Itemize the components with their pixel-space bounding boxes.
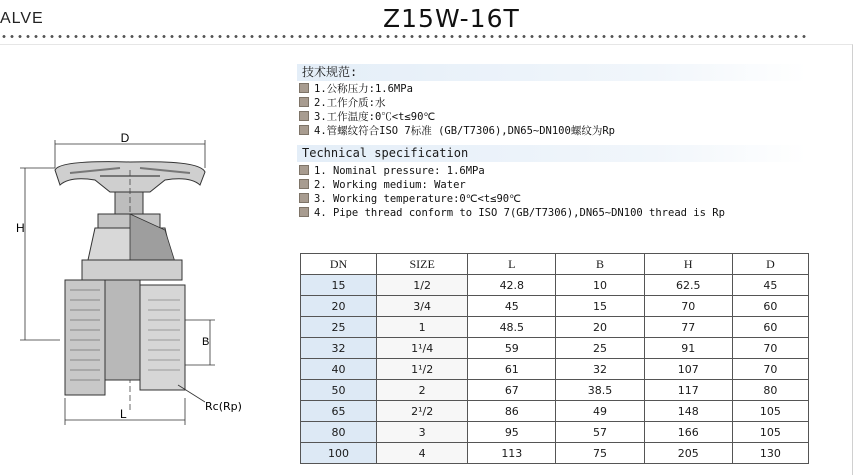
label-d: D: [120, 131, 130, 145]
cell: 70: [732, 359, 808, 380]
table-row: [301, 275, 809, 296]
cell: 38.5: [556, 380, 644, 401]
cell: 40: [301, 359, 377, 380]
cell: 49: [556, 401, 644, 422]
label-b: B: [202, 336, 210, 348]
model-title: Z15W-16T: [383, 4, 520, 33]
cell: 32: [556, 359, 644, 380]
cell: 91: [644, 338, 732, 359]
table-row: [301, 359, 809, 380]
cell: 130: [732, 443, 808, 464]
cell: 62.5: [644, 275, 732, 296]
bullet-icon: [299, 111, 309, 121]
spec-cn-text: 4.管螺纹符合ISO 7标准 (GB/T7306),DN65~DN100螺纹为Rp: [314, 125, 615, 137]
dotted-divider: [0, 33, 810, 40]
label-l: L: [120, 407, 127, 421]
bullet-icon: [299, 97, 309, 107]
spec-cn-text: 2.工作介质:水: [314, 97, 386, 109]
cell: 1/2: [377, 275, 468, 296]
cell: 100: [301, 443, 377, 464]
table-row: [301, 443, 809, 464]
cell: 3: [377, 422, 468, 443]
cell: 107: [644, 359, 732, 380]
table-row: [301, 422, 809, 443]
table-row: [301, 401, 809, 422]
col-header-dn: DN: [301, 254, 377, 275]
spec-cn-item: [299, 124, 615, 138]
cell: 42.8: [468, 275, 556, 296]
cell: 50: [301, 380, 377, 401]
cell: 1: [377, 317, 468, 338]
cell: 45: [468, 296, 556, 317]
left-end: [65, 280, 105, 395]
col-header-l: L: [468, 254, 556, 275]
cell: 20: [556, 317, 644, 338]
col-header-b: B: [556, 254, 644, 275]
cell: 57: [556, 422, 644, 443]
cell: 105: [732, 401, 808, 422]
cell: 205: [644, 443, 732, 464]
cell: 113: [468, 443, 556, 464]
cell: 2: [377, 380, 468, 401]
col-header-d: D: [732, 254, 808, 275]
cell: 70: [644, 296, 732, 317]
spec-cn-heading: 技术规范:: [297, 64, 807, 81]
table-row: [301, 296, 809, 317]
cell: 80: [301, 422, 377, 443]
col-header-h: H: [644, 254, 732, 275]
cell: 20: [301, 296, 377, 317]
cell: 75: [556, 443, 644, 464]
cell: 25: [301, 317, 377, 338]
cell: 25: [556, 338, 644, 359]
spec-cn-item: [299, 96, 385, 110]
spec-cn-item: [299, 82, 413, 96]
table-row: [301, 317, 809, 338]
spec-cn-text: 1.公称压力:1.6MPa: [314, 83, 413, 95]
table-row: [301, 380, 809, 401]
col-header-size: SIZE: [377, 254, 468, 275]
cell: 2¹/2: [377, 401, 468, 422]
spec-en-text: 1. Nominal pressure: 1.6MPa: [314, 165, 485, 177]
cell: 32: [301, 338, 377, 359]
label-thread: Rc(Rp): [205, 400, 242, 413]
cell: 60: [732, 296, 808, 317]
bullet-icon: [299, 193, 309, 203]
cell: 3/4: [377, 296, 468, 317]
bullet-icon: [299, 165, 309, 175]
cell: 1¹/4: [377, 338, 468, 359]
right-end: [140, 285, 185, 390]
cell: 4: [377, 443, 468, 464]
cell: 15: [301, 275, 377, 296]
cell: 148: [644, 401, 732, 422]
cell: 166: [644, 422, 732, 443]
spec-en-item: [299, 192, 521, 206]
cell: 59: [468, 338, 556, 359]
spec-en-text: 4. Pipe thread conform to ISO 7(GB/T7306),DN65~DN100 thread is Rp: [314, 207, 725, 219]
cell: 95: [468, 422, 556, 443]
spec-en-item: [299, 206, 725, 220]
cell: 1¹/2: [377, 359, 468, 380]
table-row: [301, 338, 809, 359]
cell: 77: [644, 317, 732, 338]
cell: 65: [301, 401, 377, 422]
spec-en-item: [299, 164, 485, 178]
bullet-icon: [299, 207, 309, 217]
cell: 61: [468, 359, 556, 380]
cell: 80: [732, 380, 808, 401]
cell: 15: [556, 296, 644, 317]
spec-en-item: [299, 178, 466, 192]
bullet-icon: [299, 179, 309, 189]
cell: 86: [468, 401, 556, 422]
spec-cn-text: 3.工作温度:0℃<t≤90℃: [314, 111, 436, 123]
spec-en-text: 3. Working temperature:0℃<t≤90℃: [314, 193, 521, 205]
bullet-icon: [299, 83, 309, 93]
cell: 105: [732, 422, 808, 443]
spec-cn-item: [299, 110, 435, 124]
cell: 67: [468, 380, 556, 401]
cell: 70: [732, 338, 808, 359]
bullet-icon: [299, 125, 309, 135]
header-left-text: ALVE: [0, 10, 44, 27]
spec-en-heading: Technical specification: [297, 145, 807, 162]
cell: 45: [732, 275, 808, 296]
table-header-row: [301, 254, 809, 275]
gate-valve-drawing: [0, 120, 290, 430]
label-h: H: [16, 221, 25, 235]
spec-en-text: 2. Working medium: Water: [314, 179, 466, 191]
dimensions-table: [300, 253, 809, 464]
cell: 48.5: [468, 317, 556, 338]
cell: 117: [644, 380, 732, 401]
cell: 60: [732, 317, 808, 338]
cell: 10: [556, 275, 644, 296]
